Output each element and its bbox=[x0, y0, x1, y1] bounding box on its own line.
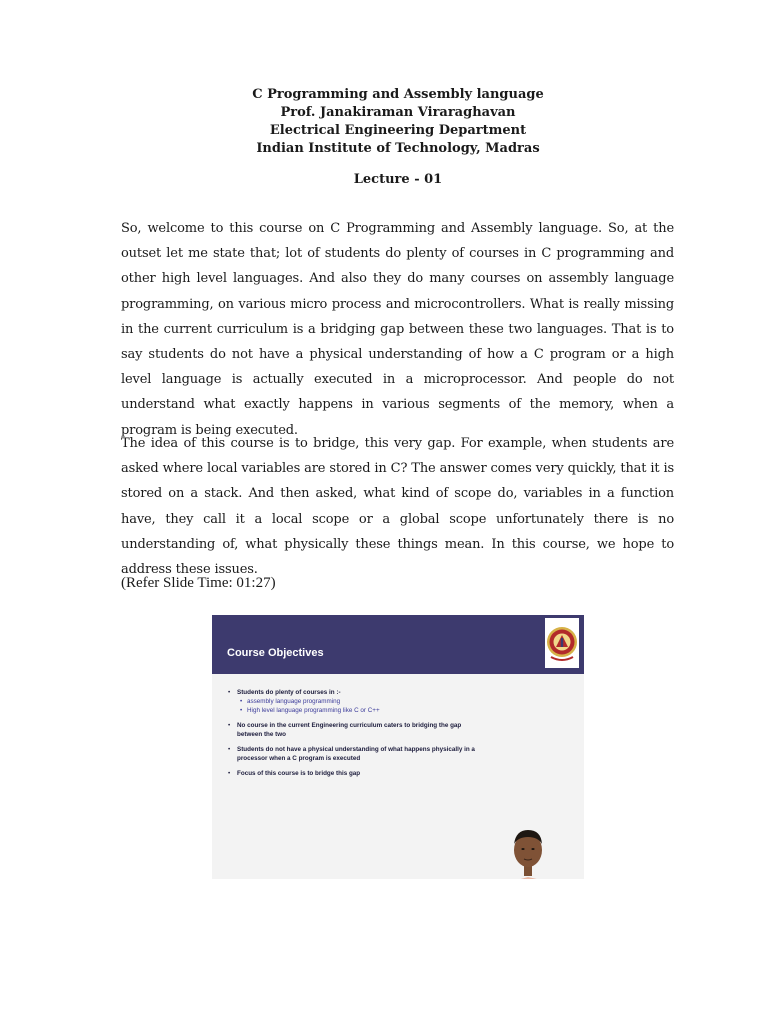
institute-name: Indian Institute of Technology, Madras bbox=[256, 141, 540, 156]
slide-title: Course Objectives bbox=[227, 647, 324, 659]
slide-sub-bullet: • assembly language programming bbox=[237, 697, 488, 706]
refer-slide-time: (Refer Slide Time: 01:27) bbox=[121, 575, 276, 591]
slide-header-bar bbox=[212, 615, 584, 674]
slide-sub-bullet-list bbox=[237, 697, 488, 715]
slide-sub-bullet: • High level language programming like C or C++ bbox=[237, 706, 488, 715]
slide-bullet: • Students do not have a physical understanding of what happens physically in a processor when a C program is executed bbox=[228, 745, 488, 763]
professor-name: Prof. Janakiraman Viraraghavan bbox=[280, 105, 516, 120]
body-paragraph-2: The idea of this course is to bridge, this very gap. For example, when students are asked where local variables are stored in C? The answer comes very quickly, that it is stored on a stack. And then asked, what kind of scope do, variables in a function have, they call it a local scope or a global scope unfortunately there is no understanding of, what physically these things mean. In this course, we hope to address these issues. bbox=[121, 436, 674, 578]
slide-body bbox=[212, 674, 584, 879]
lecture-number: Lecture - 01 bbox=[353, 172, 443, 187]
course-title: C Programming and Assembly language bbox=[252, 87, 544, 102]
slide-bullet: • Students do plenty of courses in :- • assembly language programming • High level language programming like C or C++ bbox=[228, 688, 488, 715]
slide-bullet: • Focus of this course is to bridge this gap bbox=[228, 769, 488, 778]
slide-bullet: • No course in the current Engineering curriculum caters to bridging the gap between the two bbox=[228, 721, 488, 739]
body-paragraph-1: So, welcome to this course on C Programming and Assembly language. So, at the outset let me state that; lot of students do plenty of courses in C programming and other high level languages. And also they do many courses on assembly language programming, on various micro process and microcontrollers. What is really missing in the current curriculum is a bridging gap between these two languages. That is to say students do not have a physical understanding of how a C program or a high level language is actually executed in a microprocessor. And people do not understand what exactly happens in various segments of the memory, when a program is being executed. bbox=[121, 221, 674, 438]
lecture-slide-image bbox=[212, 615, 584, 879]
presenter-video-icon bbox=[480, 822, 580, 879]
iit-madras-logo-icon bbox=[545, 618, 579, 668]
department-name: Electrical Engineering Department bbox=[269, 123, 527, 138]
slide-bullet-list bbox=[228, 688, 488, 784]
document-header bbox=[0, 86, 768, 158]
